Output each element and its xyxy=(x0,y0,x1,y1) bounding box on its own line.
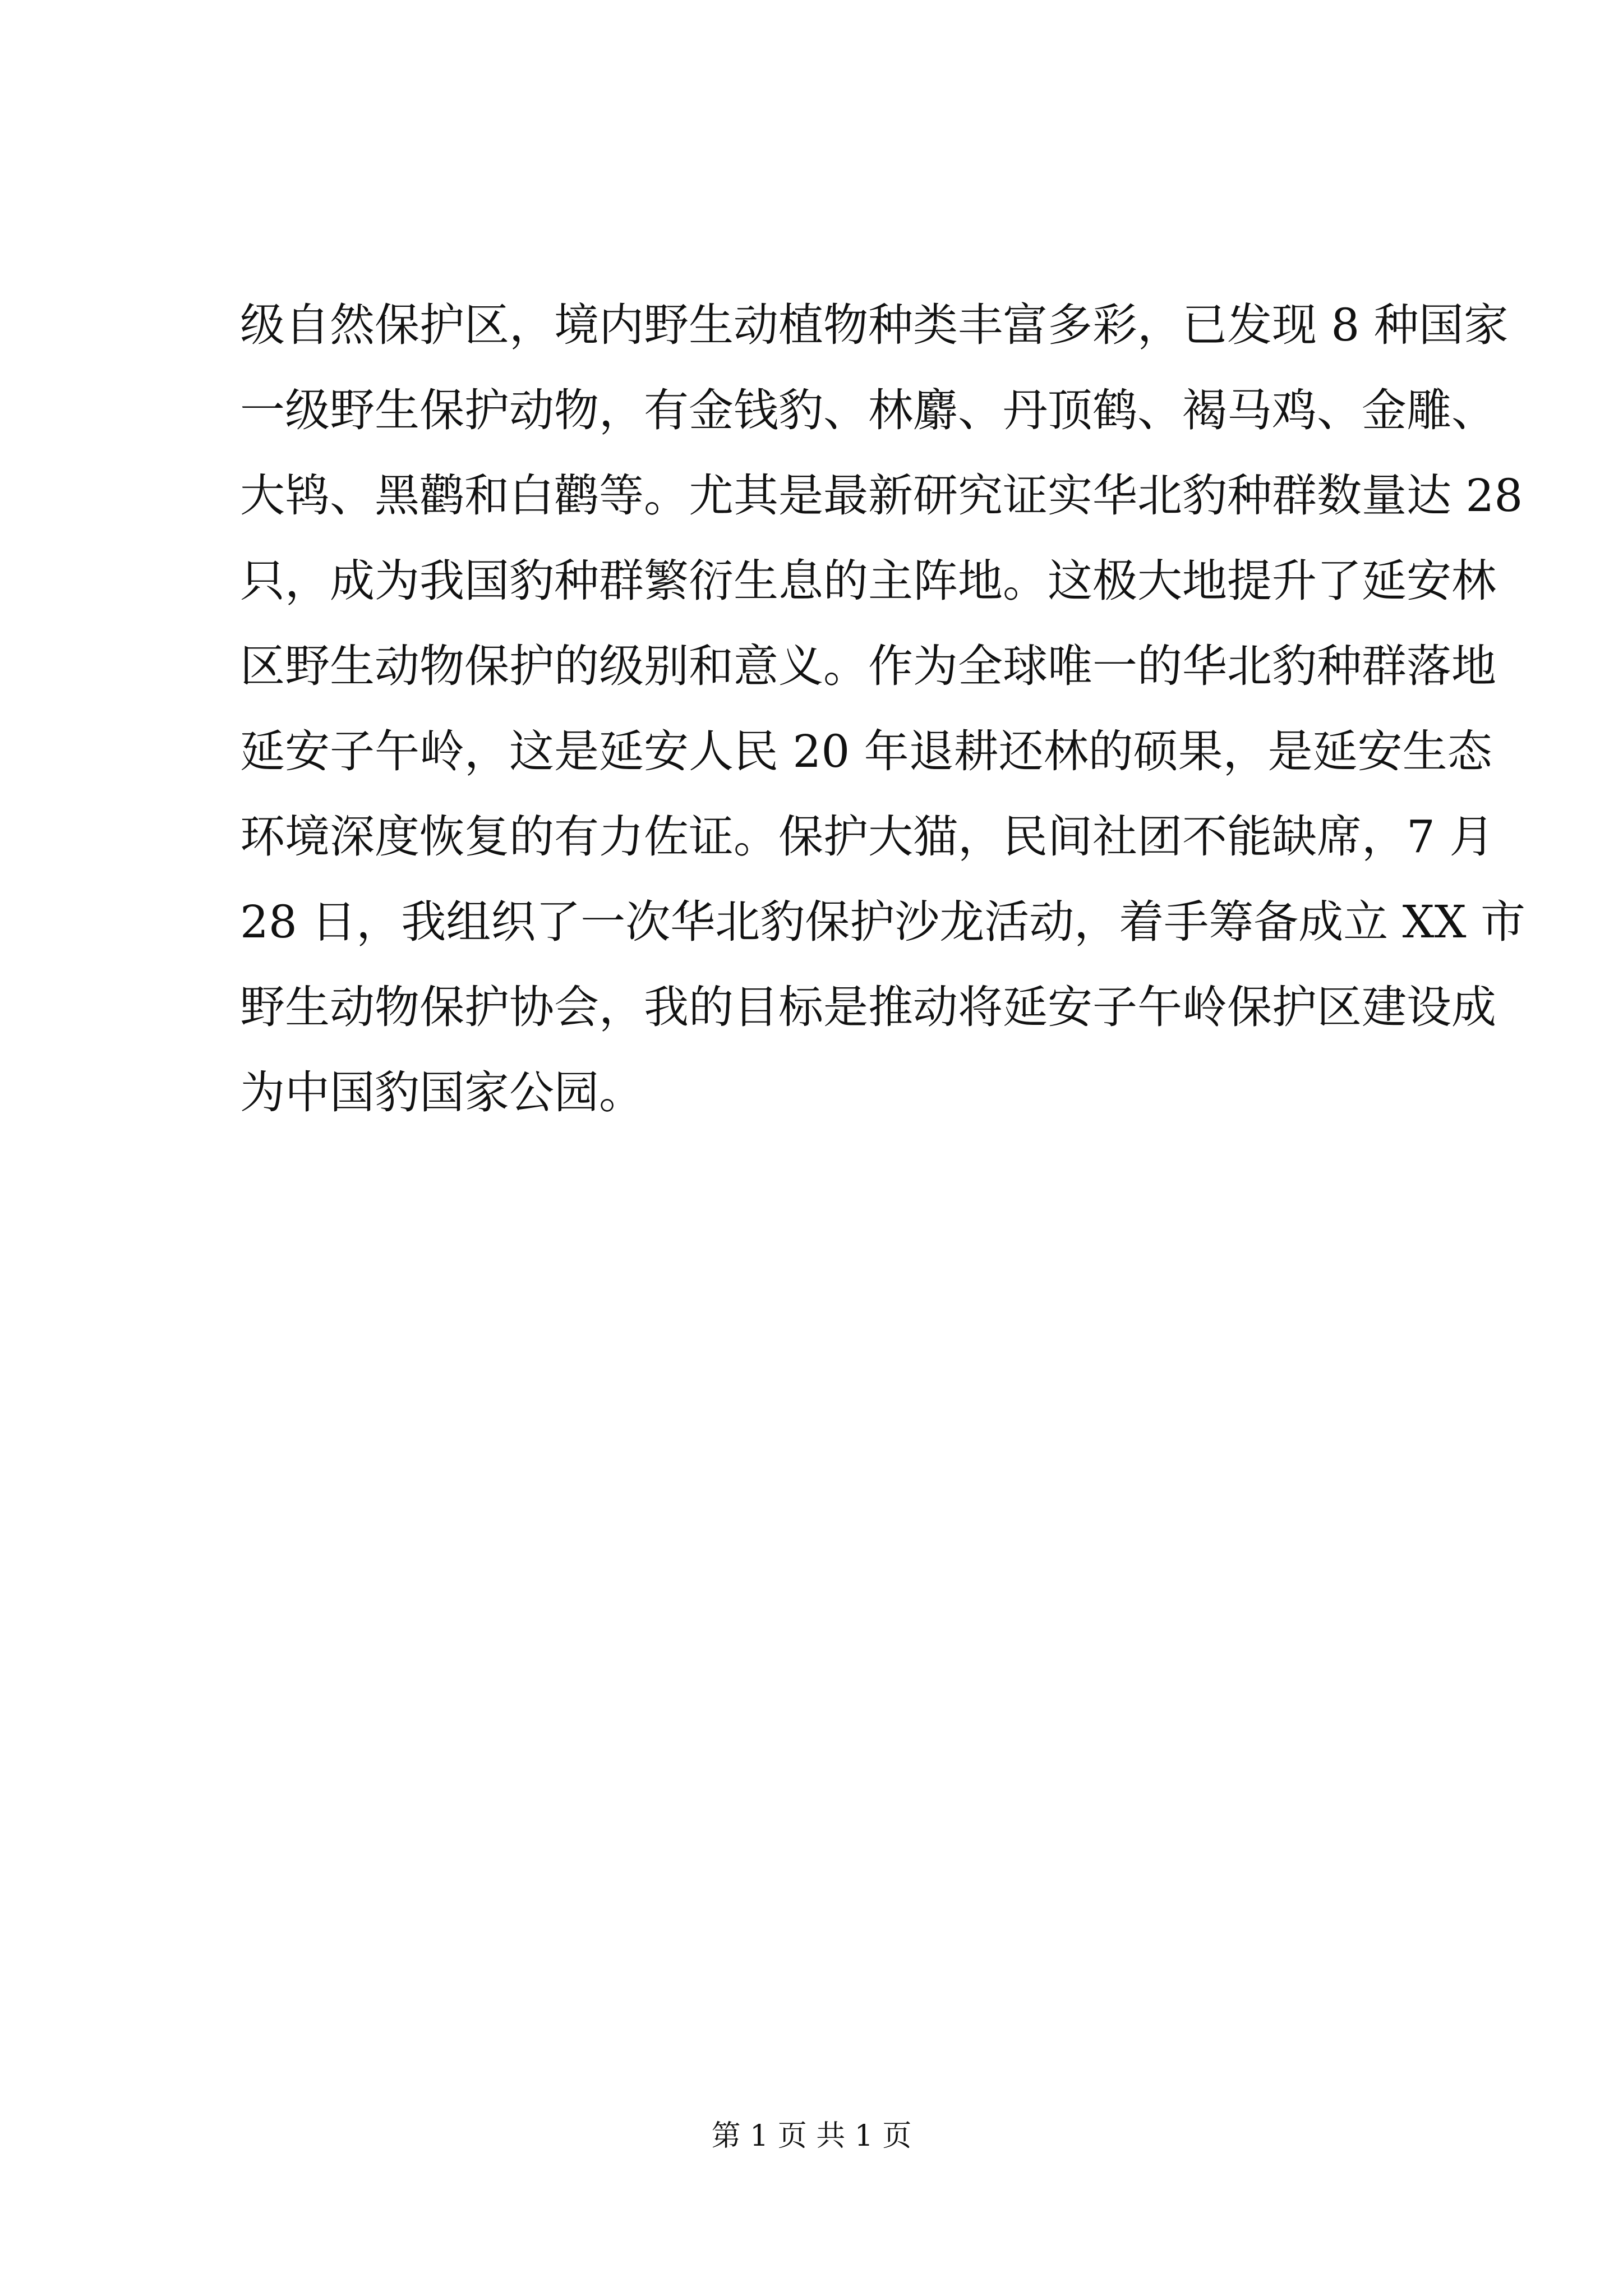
paragraph-line: 级自然保护区，境内野生动植物种类丰富多彩，已发现 8 种国家 xyxy=(240,299,1509,351)
paragraph-line: 区野生动物保护的级别和意义。作为全球唯一的华北豹种群落地 xyxy=(240,640,1496,692)
paragraph-line: 环境深度恢复的有力佐证。保护大猫，民间社团不能缺席，7 月 xyxy=(240,811,1495,863)
paragraph-line: 一级野生保护动物，有金钱豹、林麝、丹顶鹤、褐马鸡、金雕、 xyxy=(240,384,1496,436)
body-paragraph xyxy=(240,283,1525,1135)
paragraph-line: 野生动物保护协会，我的目标是推动将延安子午岭保护区建设成 xyxy=(240,981,1496,1033)
paragraph-line: 大鸨、黑鹳和白鹳等。尤其是最新研究证实华北豹种群数量达 28 xyxy=(240,470,1523,522)
page-number-label: 第 1 页 共 1 页 xyxy=(711,2119,912,2153)
page-footer xyxy=(0,2114,1623,2159)
paragraph-line: 只，成为我国豹种群繁衍生息的主阵地。这极大地提升了延安林 xyxy=(240,555,1496,607)
paragraph-line: 28 日，我组织了一次华北豹保护沙龙活动，着手筹备成立 XX 市 xyxy=(240,896,1525,948)
paragraph-line: 延安子午岭，这是延安人民 20 年退耕还林的硕果，是延安生态 xyxy=(240,725,1492,777)
paragraph-line: 为中国豹国家公园。 xyxy=(240,1066,644,1119)
